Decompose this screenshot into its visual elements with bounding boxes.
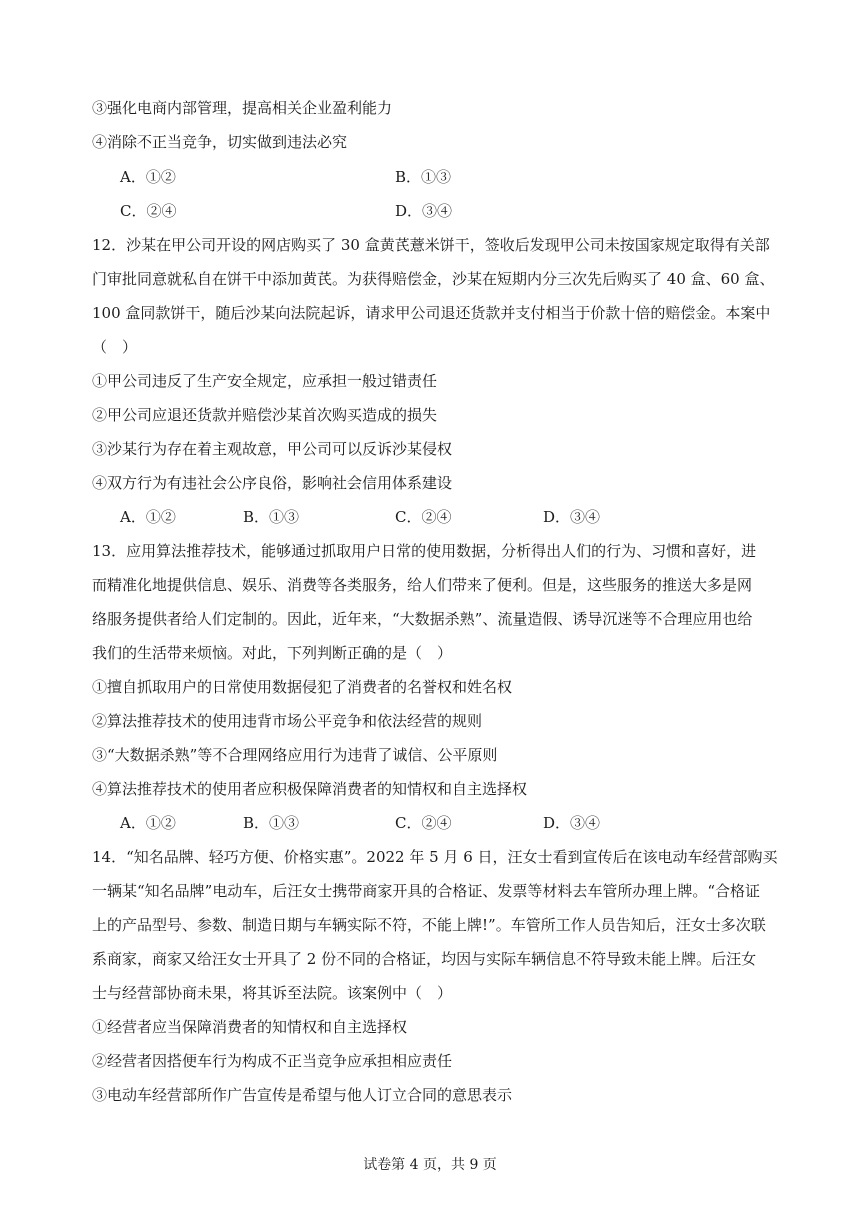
q12-stem-line: 100 盒同款饼干，随后沙某向法院起诉，请求甲公司退还货款并支付相当于价款十倍的赔偿金。本案中: [92, 304, 771, 322]
page-footer: 试卷第 4 页，共 9 页: [363, 1157, 497, 1173]
q11-statement-3: ③强化电商内部管理，提高相关企业盈利能力: [92, 99, 393, 117]
q14-stem-line: 一辆某“知名品牌”电动车，后汪女士携带商家开具的合格证、发票等材料去车管所办理上牌。“合格证: [92, 882, 761, 900]
q12-statement: ②甲公司应退还货款并赔偿沙某首次购买造成的损失: [92, 406, 438, 424]
q13-statement: ①擅自抓取用户的日常使用数据侵犯了消费者的名誉权和姓名权: [92, 678, 513, 696]
q11-option-c[interactable]: C．②④: [120, 202, 177, 220]
q14-statement: ③电动车经营部所作广告宣传是希望与他人订立合同的意思表示: [92, 1086, 513, 1104]
q12-option-b[interactable]: B．①③: [243, 508, 300, 526]
q13-option-d[interactable]: D．③④: [543, 814, 601, 832]
q12-stem-line: （ ）: [92, 338, 138, 356]
q14-stem-line: 14．“知名品牌、轻巧方便、价格实惠”。2022 年 5 月 6 日，汪女士看到宣传后在该电动车经营部购买: [92, 848, 778, 866]
q11-option-b[interactable]: B．①③: [395, 168, 452, 186]
q14-stem-line: 上的产品型号、参数、制造日期与车辆实际不符，不能上牌!”。车管所工作人员告知后，汪女士多次联: [92, 916, 766, 934]
q13-statement: ②算法推荐技术的使用违背市场公平竞争和依法经营的规则: [92, 712, 483, 730]
q13-stem-line: 而精准化地提供信息、娱乐、消费等各类服务，给人们带来了便利。但是，这些服务的推送大多是网: [92, 576, 753, 594]
q14-stem-line: 士与经营部协商未果，将其诉至法院。该案例中（ ）: [92, 984, 453, 1002]
q13-option-b[interactable]: B．①③: [243, 814, 300, 832]
q12-option-d[interactable]: D．③④: [543, 508, 601, 526]
q12-option-a[interactable]: A．①②: [120, 508, 176, 526]
q13-statement: ③“大数据杀熟”等不合理网络应用行为违背了诚信、公平原则: [92, 746, 498, 764]
q13-stem-line: 络服务提供者给人们定制的。因此，近年来，“大数据杀熟”、流量造假、诱导沉迷等不合理应用也给: [92, 610, 753, 628]
q14-statement: ①经营者应当保障消费者的知情权和自主选择权: [92, 1018, 408, 1036]
q13-option-c[interactable]: C．②④: [395, 814, 452, 832]
q14-statement: ②经营者因搭便车行为构成不正当竞争应承担相应责任: [92, 1052, 453, 1070]
q11-statement-4: ④消除不正当竞争，切实做到违法必究: [92, 133, 348, 151]
q11-option-d[interactable]: D．③④: [395, 202, 453, 220]
q12-stem-line: 12．沙某在甲公司开设的网店购买了 30 盒黄芪薏米饼干，签收后发现甲公司未按国家规定取得有关部: [92, 236, 770, 254]
q12-stem-line: 门审批同意就私自在饼干中添加黄芪。为获得赔偿金，沙某在短期内分三次先后购买了 40 盒、60 盒、: [92, 270, 775, 288]
q12-statement: ①甲公司违反了生产安全规定，应承担一般过错责任: [92, 372, 438, 390]
q13-option-a[interactable]: A．①②: [120, 814, 176, 832]
q11-option-a[interactable]: A．①②: [120, 168, 176, 186]
q12-statement: ③沙某行为存在着主观故意，甲公司可以反诉沙某侵权: [92, 440, 453, 458]
q12-statement: ④双方行为有违社会公序良俗，影响社会信用体系建设: [92, 474, 453, 492]
q13-stem-line: 13．应用算法推荐技术，能够通过抓取用户日常的使用数据，分析得出人们的行为、习惯和喜好，进: [92, 542, 757, 560]
q13-statement: ④算法推荐技术的使用者应积极保障消费者的知情权和自主选择权: [92, 780, 528, 798]
q13-stem-line: 我们的生活带来烦恼。对此，下列判断正确的是（ ）: [92, 644, 453, 662]
q14-stem-line: 系商家，商家又给汪女士开具了 2 份不同的合格证，均因与实际车辆信息不符导致未能上牌。后汪女: [92, 950, 757, 968]
q12-option-c[interactable]: C．②④: [395, 508, 452, 526]
